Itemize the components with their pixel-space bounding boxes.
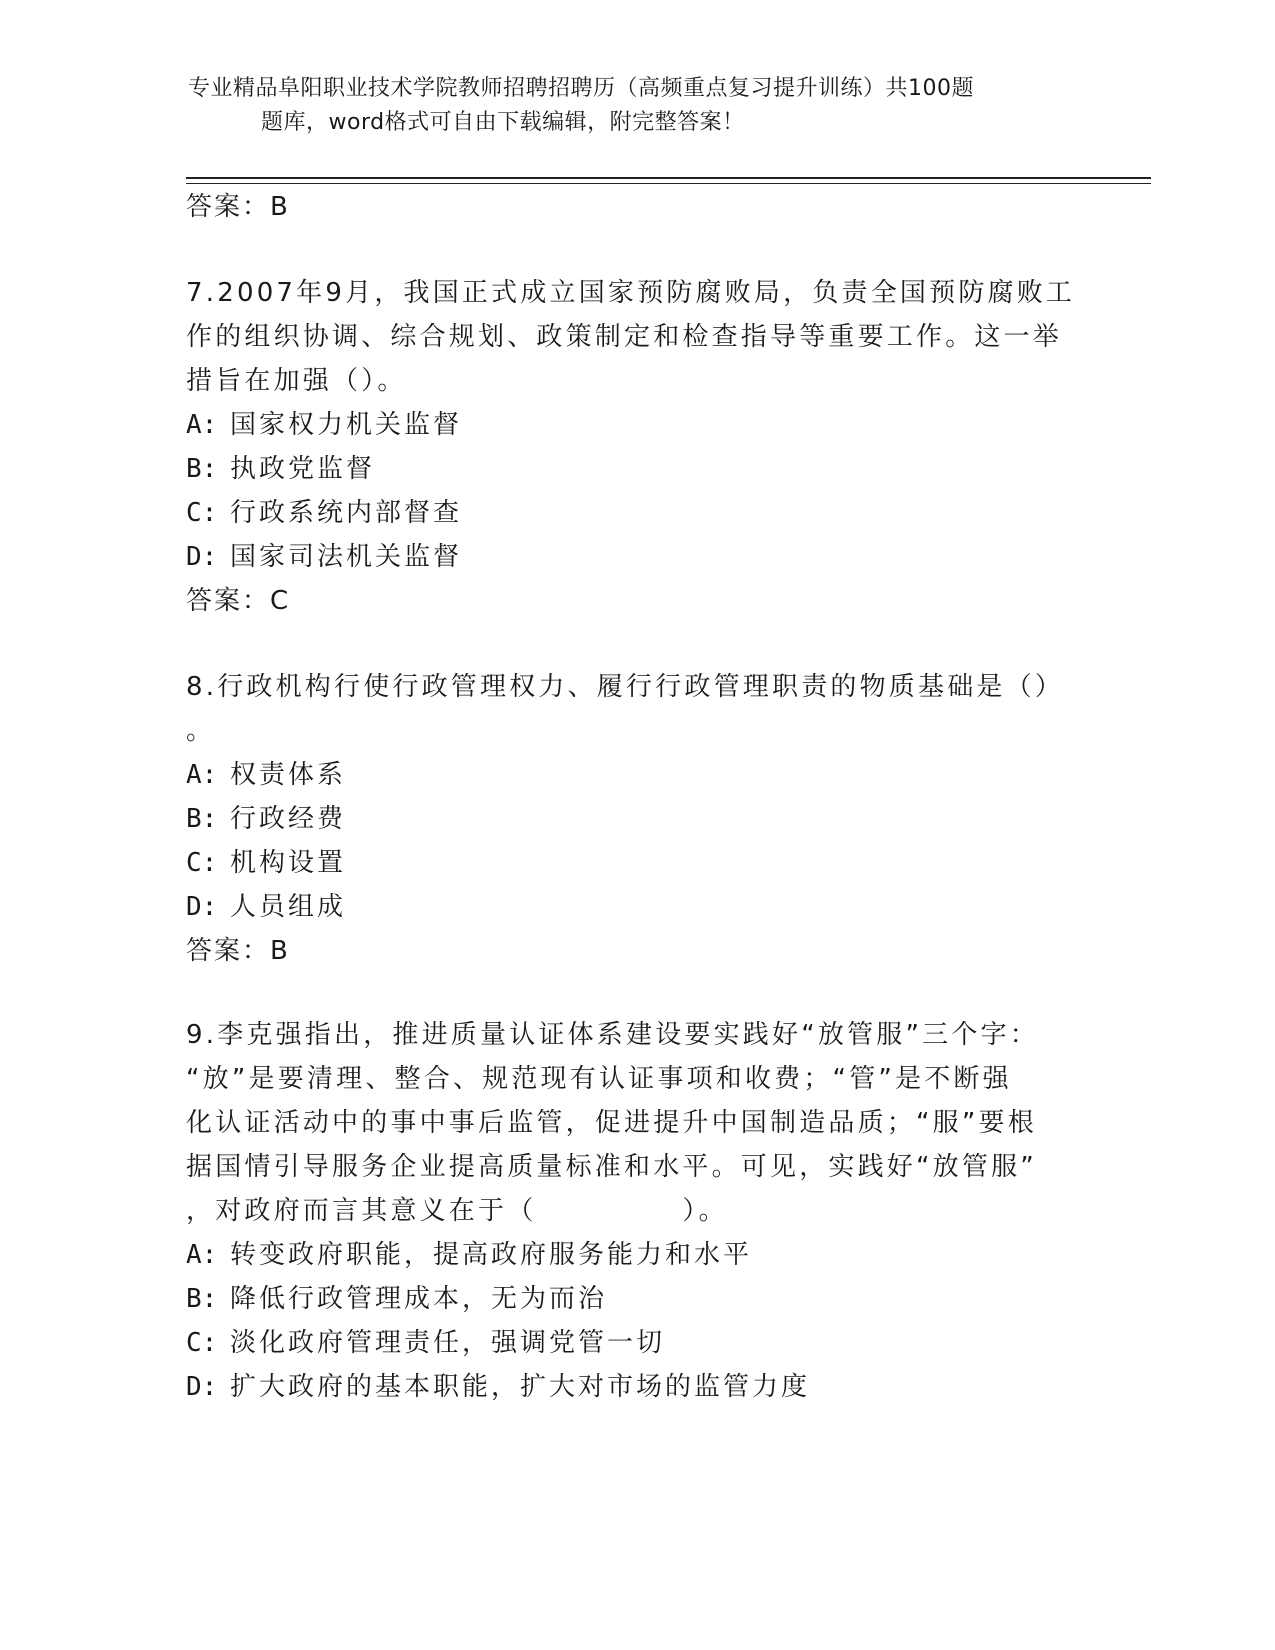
- option-key: B:: [186, 1284, 218, 1314]
- option-key: D:: [186, 542, 218, 572]
- question-7-answer: 答案：C: [186, 586, 291, 616]
- question-7-option-a: [186, 404, 462, 441]
- question-7-option-c: [186, 492, 462, 529]
- header-divider-thin: [186, 183, 1151, 184]
- question-8-option-d: [186, 886, 346, 923]
- option-key: A:: [186, 760, 218, 790]
- header-title-line-2: 题库，word格式可自由下载编辑，附完整答案！: [261, 110, 745, 135]
- page-header: [188, 72, 1068, 140]
- question-8-option-c: [186, 842, 346, 879]
- option-text: 权责体系: [230, 760, 347, 790]
- option-text: 扩大政府的基本职能，扩大对市场的监管力度: [230, 1372, 811, 1402]
- option-key: B:: [186, 804, 218, 834]
- option-key: B:: [186, 454, 218, 484]
- question-8-line-1: 8.行政机构行使行政管理权力、履行行政管理职责的物质基础是（）: [186, 672, 1065, 702]
- question-8-answer: 答案：B: [186, 936, 290, 966]
- question-9-line-3: 化认证活动中的事中事后监管，促进提升中国制造品质；“服”要根: [186, 1108, 1037, 1138]
- option-key: D:: [186, 1372, 218, 1402]
- option-text: 淡化政府管理责任，强调党管一切: [230, 1328, 666, 1358]
- question-9-line-2: “放”是要清理、整合、规范现有认证事项和收费；“管”是不断强: [186, 1064, 1012, 1094]
- question-9-option-d: [186, 1366, 810, 1403]
- option-key: A:: [186, 410, 218, 440]
- option-key: D:: [186, 892, 218, 922]
- option-text: 执政党监督: [230, 454, 376, 484]
- option-text: 降低行政管理成本，无为而治: [230, 1284, 608, 1314]
- header-title-line-1: 专业精品阜阳职业技术学院教师招聘招聘历（高频重点复习提升训练）共100题: [188, 76, 974, 101]
- option-text: 国家权力机关监督: [230, 410, 463, 440]
- question-7-line-3: 措旨在加强（）。: [186, 366, 407, 396]
- question-9-line-1: 9.李克强指出，推进质量认证体系建设要实践好“放管服”三个字：: [186, 1020, 1039, 1050]
- question-7-option-b: [186, 448, 375, 485]
- question-9-option-b: [186, 1278, 607, 1315]
- question-8-line-2: 。: [186, 716, 216, 746]
- option-text: 行政系统内部督查: [230, 498, 463, 528]
- question-7-line-1: 7.2007年9月，我国正式成立国家预防腐败局，负责全国预防腐败工: [186, 278, 1076, 308]
- option-text: 行政经费: [230, 804, 347, 834]
- option-key: C:: [186, 1328, 218, 1358]
- question-7-line-2: 作的组织协调、综合规划、政策制定和检查指导等重要工作。这一举: [186, 322, 1063, 352]
- option-key: C:: [186, 498, 218, 528]
- question-9-option-c: [186, 1322, 665, 1359]
- option-text: 机构设置: [230, 848, 347, 878]
- option-text: 国家司法机关监督: [230, 542, 463, 572]
- question-8-option-b: [186, 798, 346, 835]
- option-text: 转变政府职能，提高政府服务能力和水平: [230, 1240, 753, 1270]
- header-divider-thick: [186, 177, 1151, 179]
- question-7-option-d: [186, 536, 462, 573]
- option-text: 人员组成: [230, 892, 347, 922]
- option-key: A:: [186, 1240, 218, 1270]
- question-8-option-a: [186, 754, 346, 791]
- question-9-option-a: [186, 1234, 752, 1271]
- previous-answer: 答案：B: [186, 192, 290, 222]
- option-key: C:: [186, 848, 218, 878]
- question-9-line-5: ，对政府而言其意义在于（ ）。: [186, 1196, 728, 1226]
- question-9-line-4: 据国情引导服务企业提高质量标准和水平。可见，实践好“放管服”: [186, 1152, 1037, 1182]
